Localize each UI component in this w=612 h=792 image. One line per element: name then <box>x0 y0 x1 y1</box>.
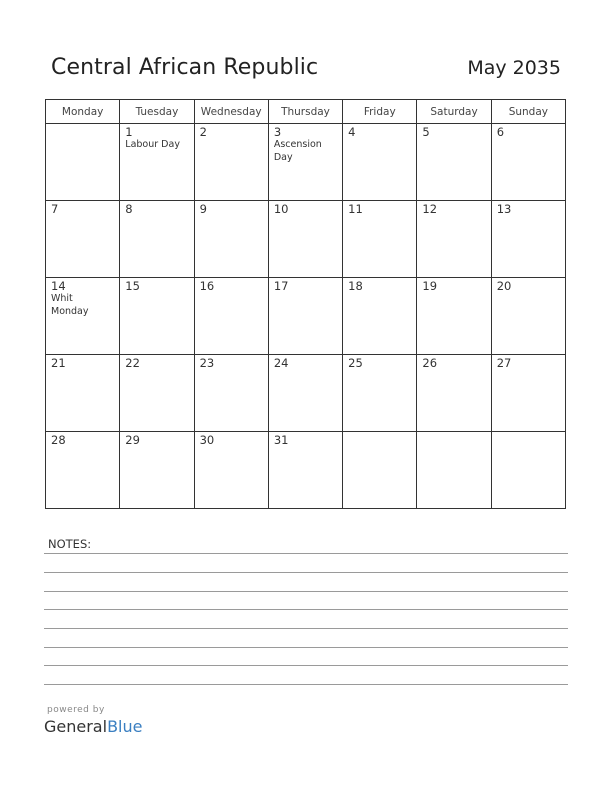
day-cell <box>417 432 491 509</box>
day-cell <box>194 355 268 432</box>
day-cell <box>268 201 342 278</box>
weekday-header: Wednesday <box>194 100 268 124</box>
notes-line <box>44 684 568 685</box>
day-cell <box>46 124 120 201</box>
day-number: 23 <box>199 356 215 370</box>
day-cell <box>417 355 491 432</box>
day-cell <box>343 355 417 432</box>
calendar-month-title: May 2035 <box>467 57 561 79</box>
calendar-country-title: Central African Republic <box>51 55 319 80</box>
weekday-header: Monday <box>46 100 120 124</box>
day-cell <box>46 201 120 278</box>
day-cell <box>268 124 342 201</box>
weekday-header: Friday <box>343 100 417 124</box>
powered-by-text: powered by <box>47 705 105 715</box>
day-number: 18 <box>348 279 363 293</box>
day-cell <box>491 355 565 432</box>
day-cell <box>343 201 417 278</box>
notes-line <box>44 628 568 629</box>
day-number: 2 <box>199 125 207 139</box>
notes-line <box>44 553 568 554</box>
day-number: 25 <box>348 356 363 370</box>
day-number: 28 <box>51 433 66 447</box>
day-cell <box>491 124 565 201</box>
day-cell <box>120 201 194 278</box>
week-row <box>46 201 566 278</box>
day-number: 16 <box>199 279 215 293</box>
day-cell <box>343 432 417 509</box>
day-cell <box>120 278 194 355</box>
day-number: 31 <box>273 433 289 447</box>
day-cell <box>491 201 565 278</box>
day-number: 4 <box>348 125 356 139</box>
weekday-header: Thursday <box>268 100 342 124</box>
notes-line <box>44 591 568 592</box>
notes-line <box>44 572 568 573</box>
day-number: 9 <box>199 202 207 216</box>
brand-general-text: General <box>44 717 108 736</box>
day-number: 22 <box>125 356 140 370</box>
day-number: 26 <box>422 356 438 370</box>
notes-line <box>44 609 568 610</box>
day-number: 20 <box>496 279 512 293</box>
day-cell <box>417 124 491 201</box>
week-row <box>46 355 566 432</box>
weekday-header-row <box>46 100 566 124</box>
day-cell <box>46 278 120 355</box>
day-number: 3 <box>273 125 282 139</box>
generalblue-logo[interactable] <box>44 717 142 736</box>
day-number: 17 <box>273 279 289 293</box>
day-number: 14 <box>51 279 66 293</box>
notes-line <box>44 647 568 648</box>
day-number: 6 <box>496 125 505 139</box>
day-number: 8 <box>125 202 133 216</box>
day-cell <box>194 432 268 509</box>
week-row <box>46 278 566 355</box>
weekday-header: Tuesday <box>120 100 194 124</box>
day-cell <box>46 355 120 432</box>
day-number: 5 <box>422 125 430 139</box>
day-cell <box>343 124 417 201</box>
day-number: 10 <box>273 202 289 216</box>
day-number: 12 <box>422 202 438 216</box>
day-cell <box>120 432 194 509</box>
day-cell <box>268 432 342 509</box>
day-cell <box>343 278 417 355</box>
day-cell <box>194 278 268 355</box>
day-number: 13 <box>496 202 512 216</box>
day-number: 21 <box>51 356 66 370</box>
day-cell <box>491 278 565 355</box>
weekday-header: Saturday <box>417 100 491 124</box>
week-row <box>46 124 566 201</box>
day-number: 7 <box>51 202 59 216</box>
day-cell <box>120 124 194 201</box>
day-cell <box>46 432 120 509</box>
day-cell <box>268 355 342 432</box>
day-cell <box>194 124 268 201</box>
brand-blue-text: Blue <box>107 717 143 736</box>
day-number: 29 <box>125 433 140 447</box>
day-number: 11 <box>348 202 363 216</box>
day-cell <box>417 278 491 355</box>
week-row <box>46 432 566 509</box>
day-number: 27 <box>496 356 512 370</box>
holiday-label: Whit Monday <box>51 293 89 317</box>
day-number: 30 <box>199 433 215 447</box>
day-number: 19 <box>422 279 438 293</box>
day-cell <box>120 355 194 432</box>
holiday-label: Labour Day <box>125 139 180 150</box>
day-cell <box>491 432 565 509</box>
day-cell <box>268 278 342 355</box>
day-cell <box>417 201 491 278</box>
day-cell <box>194 201 268 278</box>
day-number: 15 <box>125 279 140 293</box>
calendar-grid <box>45 99 566 509</box>
weekday-header: Sunday <box>491 100 565 124</box>
day-number: 24 <box>273 356 289 370</box>
notes-label: NOTES: <box>48 537 92 551</box>
notes-line <box>44 665 568 666</box>
holiday-label: Ascension Day <box>273 139 322 163</box>
day-number: 1 <box>125 125 133 139</box>
